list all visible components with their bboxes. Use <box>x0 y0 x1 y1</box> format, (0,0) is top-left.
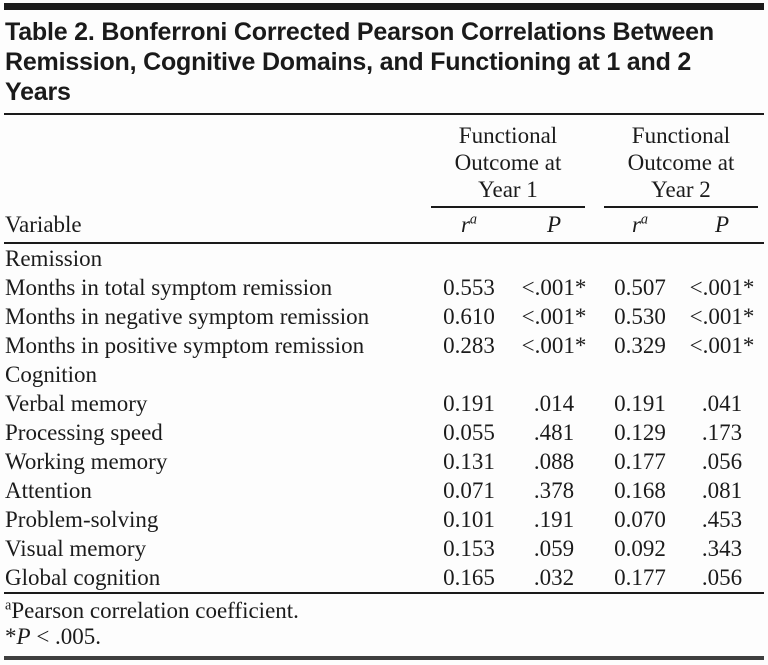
table-row: Months in total symptom remission 0.553 <.001* 0.507 <.001* <box>5 275 755 300</box>
correlation-table <box>4 115 764 594</box>
table-footnotes <box>4 594 764 650</box>
table-row: Months in negative symptom remission 0.610 <.001* 0.530 <.001* <box>5 304 755 329</box>
group-header-year2 <box>600 115 764 208</box>
table-row: Attention 0.071 .378 0.168 .081 <box>5 478 743 503</box>
p-column-header-year2: P <box>680 208 764 243</box>
footnote-pearson: $^a$Pearson correlation coefficient. <box>5 597 299 623</box>
variable-column-header: Variable <box>4 115 430 243</box>
p-column-header-year1: P <box>508 208 600 243</box>
table-row: Visual memory 0.153 .059 0.092 .343 <box>5 536 743 561</box>
group-header-year1 <box>430 115 600 208</box>
r-column-header-year1: $r^a$ <box>430 208 508 243</box>
table-row: Verbal memory 0.191 .014 0.191 .041 <box>5 391 743 416</box>
table-row-section-remission: Remission <box>5 246 103 271</box>
table-row: Months in positive symptom remission 0.283 <.001* 0.329 <.001* <box>5 333 755 358</box>
r-column-header-year2: $r^a$ <box>600 208 680 243</box>
table-row: Global cognition 0.165 .032 0.177 .056 <box>4 563 764 593</box>
bottom-double-rule <box>4 656 764 660</box>
table-row: Problem-solving 0.101 .191 0.070 .453 <box>5 507 743 532</box>
top-rule-bar <box>4 3 764 10</box>
table-title <box>4 10 764 115</box>
table-row: Working memory 0.131 .088 0.177 .056 <box>5 449 743 474</box>
table-title-line: Years <box>5 78 71 106</box>
table-title-line: Table 2. Bonferroni Corrected Pearson Correlations Between <box>5 18 714 46</box>
group-header-year2-label: Functional Outcome at Year 2 <box>604 122 758 208</box>
table-header <box>4 115 764 243</box>
table-title-line: Remission, Cognitive Domains, and Functioning at 1 and 2 <box>5 48 692 76</box>
group-header-year1-label: Functional Outcome at Year 1 <box>431 122 585 208</box>
table-body <box>4 243 764 593</box>
table-row: Processing speed 0.055 .481 0.129 .173 <box>5 420 743 445</box>
footnote-significance: *P < .005. <box>5 624 102 649</box>
table-row-section-cognition: Cognition <box>5 362 98 387</box>
